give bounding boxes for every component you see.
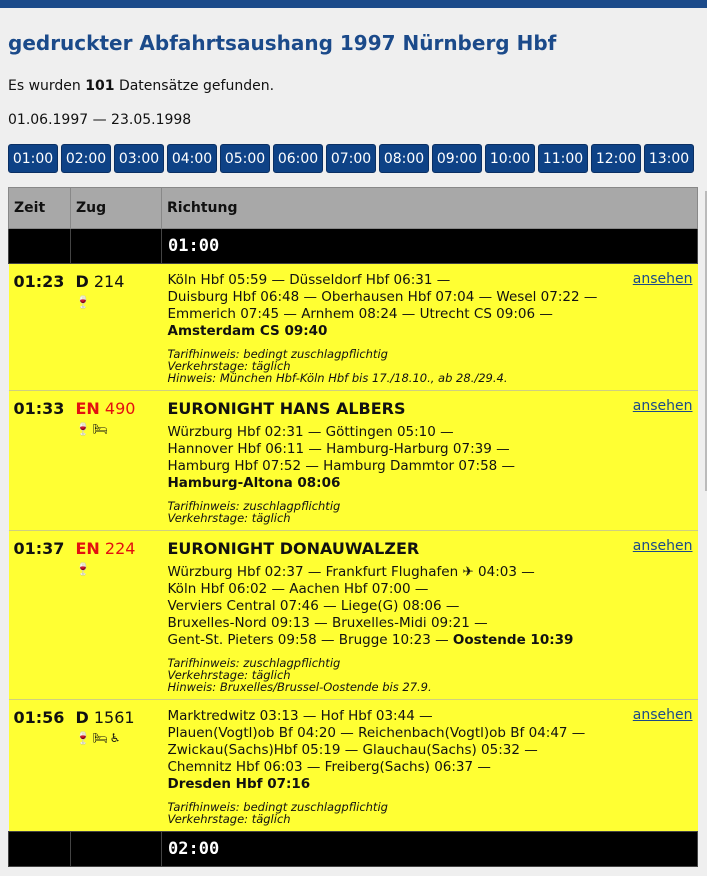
validity-period: 01.06.1997 — 23.05.1998 (8, 112, 192, 128)
stop-line: Duisburg Hbf 06:48 — Oberhausen Hbf 07:04 — Wesel 07:22 — (167, 289, 598, 305)
note-line: Verkehrstage: täglich (167, 359, 291, 373)
stop-line: Chemnitz Hbf 06:03 — Freiberg(Sachs) 06:37 — (167, 759, 491, 775)
service-icons: 🍷🛏♿ (75, 731, 123, 745)
note-line: Verkehrstage: täglich (167, 668, 291, 682)
result-count (8, 77, 707, 95)
stop-line: Bruxelles-Nord 09:13 — Bruxelles-Midi 09:21 — (167, 615, 488, 631)
train-category: EN (75, 399, 100, 418)
departure-time: 01:56 (9, 700, 71, 832)
train-cell (71, 264, 162, 391)
service-icons: 🍷🛏 (75, 422, 110, 436)
result-count-prefix: Es wurden (8, 78, 81, 94)
stop-line: Hannover Hbf 06:11 — Hamburg-Harburg 07:39 — (167, 441, 510, 457)
departure-table-wrap (8, 187, 707, 867)
destination: Dresden Hbf 07:16 (167, 776, 311, 792)
departure-time: 01:23 (9, 264, 71, 391)
top-bar (0, 0, 707, 8)
header-direction: Richtung (162, 188, 698, 229)
note-line: Hinweis: München Hbf-Köln Hbf bis 17./18.10., ab 28./29.4. (167, 371, 508, 385)
hour-button[interactable]: 10:00 (485, 144, 535, 173)
stop-line: Marktredwitz 03:13 — Hof Hbf 03:44 — (167, 708, 433, 724)
hour-button[interactable]: 11:00 (538, 144, 588, 173)
notes (168, 657, 690, 699)
view-link[interactable]: ansehen (632, 398, 693, 414)
stop-line: Würzburg Hbf 02:37 — Frankfurt Flughafen ✈ 04:03 — (167, 564, 535, 580)
note-line: Tarifhinweis: zuschlagpflichtig (167, 656, 341, 670)
hour-button[interactable]: 05:00 (220, 144, 270, 173)
group-spacer (71, 832, 162, 867)
group-hour-label: 02:00 (162, 832, 698, 867)
train-cell (71, 531, 162, 700)
service-icons: 🍷 (75, 562, 93, 576)
train-category: D (75, 272, 89, 291)
group-spacer (9, 832, 71, 867)
stops-list (168, 272, 690, 340)
direction-cell (162, 700, 698, 832)
departure-time: 01:33 (9, 391, 71, 531)
hour-navigation (8, 144, 707, 173)
hour-button[interactable]: 07:00 (326, 144, 376, 173)
service-icons: 🍷 (75, 295, 93, 309)
hour-group-row (9, 832, 698, 867)
group-hour-label: 01:00 (162, 229, 698, 264)
train-cell (71, 700, 162, 832)
departure-row (9, 531, 698, 700)
stops-list (168, 424, 690, 492)
result-count-value: 101 (85, 78, 115, 94)
stop-line: Hamburg Hbf 07:52 — Hamburg Dammtor 07:58 — (167, 458, 516, 474)
hour-button[interactable]: 01:00 (8, 144, 58, 173)
train-number: 1561 (93, 708, 135, 727)
train-name: EURONIGHT DONAUWALZER (167, 539, 420, 558)
header-time: Zeit (9, 188, 71, 229)
stops-list (168, 564, 690, 649)
note-line: Tarifhinweis: zuschlagpflichtig (167, 499, 341, 513)
view-link[interactable]: ansehen (632, 271, 693, 287)
result-count-suffix: Datensätze gefunden. (118, 78, 275, 94)
train-number: 224 (104, 539, 136, 558)
note-line: Verkehrstage: täglich (167, 511, 291, 525)
group-spacer (71, 229, 162, 264)
stop-line: Verviers Central 07:46 — Liege(G) 08:06 — (167, 598, 460, 614)
train-name: EURONIGHT HANS ALBERS (167, 399, 406, 418)
departure-table (8, 187, 698, 867)
train-number: 490 (104, 399, 136, 418)
hour-button[interactable]: 09:00 (432, 144, 482, 173)
notes (168, 500, 690, 530)
table-header-row (9, 188, 698, 229)
stop-line: Köln Hbf 05:59 — Düsseldorf Hbf 06:31 — (167, 272, 451, 288)
notes (168, 348, 690, 390)
hour-button[interactable]: 08:00 (379, 144, 429, 173)
stop-line: Emmerich 07:45 — Arnhem 08:24 — Utrecht CS 09:06 — (167, 306, 553, 322)
note-line: Tarifhinweis: bedingt zuschlagpflichtig (167, 800, 388, 814)
notes (168, 801, 690, 831)
departure-row (9, 700, 698, 832)
departure-row (9, 391, 698, 531)
destination: Hamburg-Altona 08:06 (167, 475, 341, 491)
hour-button[interactable]: 04:00 (167, 144, 217, 173)
hour-button[interactable]: 06:00 (273, 144, 323, 173)
group-spacer (9, 229, 71, 264)
stop-line: Zwickau(Sachs)Hbf 05:19 — Glauchau(Sachs) 05:32 — (167, 742, 538, 758)
train-category: D (75, 708, 89, 727)
destination: Oostende 10:39 (452, 632, 574, 648)
destination: Amsterdam CS 09:40 (167, 323, 328, 339)
view-link[interactable]: ansehen (632, 707, 693, 723)
train-number: 214 (93, 272, 125, 291)
page (0, 30, 707, 867)
hour-button[interactable]: 03:00 (114, 144, 164, 173)
departure-time: 01:37 (9, 531, 71, 700)
view-link[interactable]: ansehen (632, 538, 693, 554)
header-train: Zug (71, 188, 162, 229)
hour-button[interactable]: 13:00 (644, 144, 694, 173)
note-line: Hinweis: Bruxelles/Brussel-Oostende bis 27.9. (167, 680, 432, 694)
hour-group-row (9, 229, 698, 264)
hour-button[interactable]: 02:00 (61, 144, 111, 173)
page-title: gedruckter Abfahrtsaushang 1997 Nürnberg Hbf (8, 31, 557, 55)
direction-cell (162, 531, 698, 700)
departure-row (9, 264, 698, 391)
hour-button[interactable]: 12:00 (591, 144, 641, 173)
stop-line: Würzburg Hbf 02:31 — Göttingen 05:10 — (167, 424, 454, 440)
train-category: EN (75, 539, 100, 558)
stop-line: Plauen(Vogtl)ob Bf 04:20 — Reichenbach(Vogtl)ob Bf 04:47 — (167, 725, 586, 741)
direction-cell (162, 391, 698, 531)
train-cell (71, 391, 162, 531)
note-line: Tarifhinweis: bedingt zuschlagpflichtig (167, 347, 388, 361)
note-line: Verkehrstage: täglich (167, 812, 291, 826)
stop-line: Gent-St. Pieters 09:58 — Brugge 10:23 — (167, 632, 449, 648)
stop-line: Köln Hbf 06:02 — Aachen Hbf 07:00 — (167, 581, 429, 597)
stops-list (168, 708, 690, 793)
direction-cell (162, 264, 698, 391)
